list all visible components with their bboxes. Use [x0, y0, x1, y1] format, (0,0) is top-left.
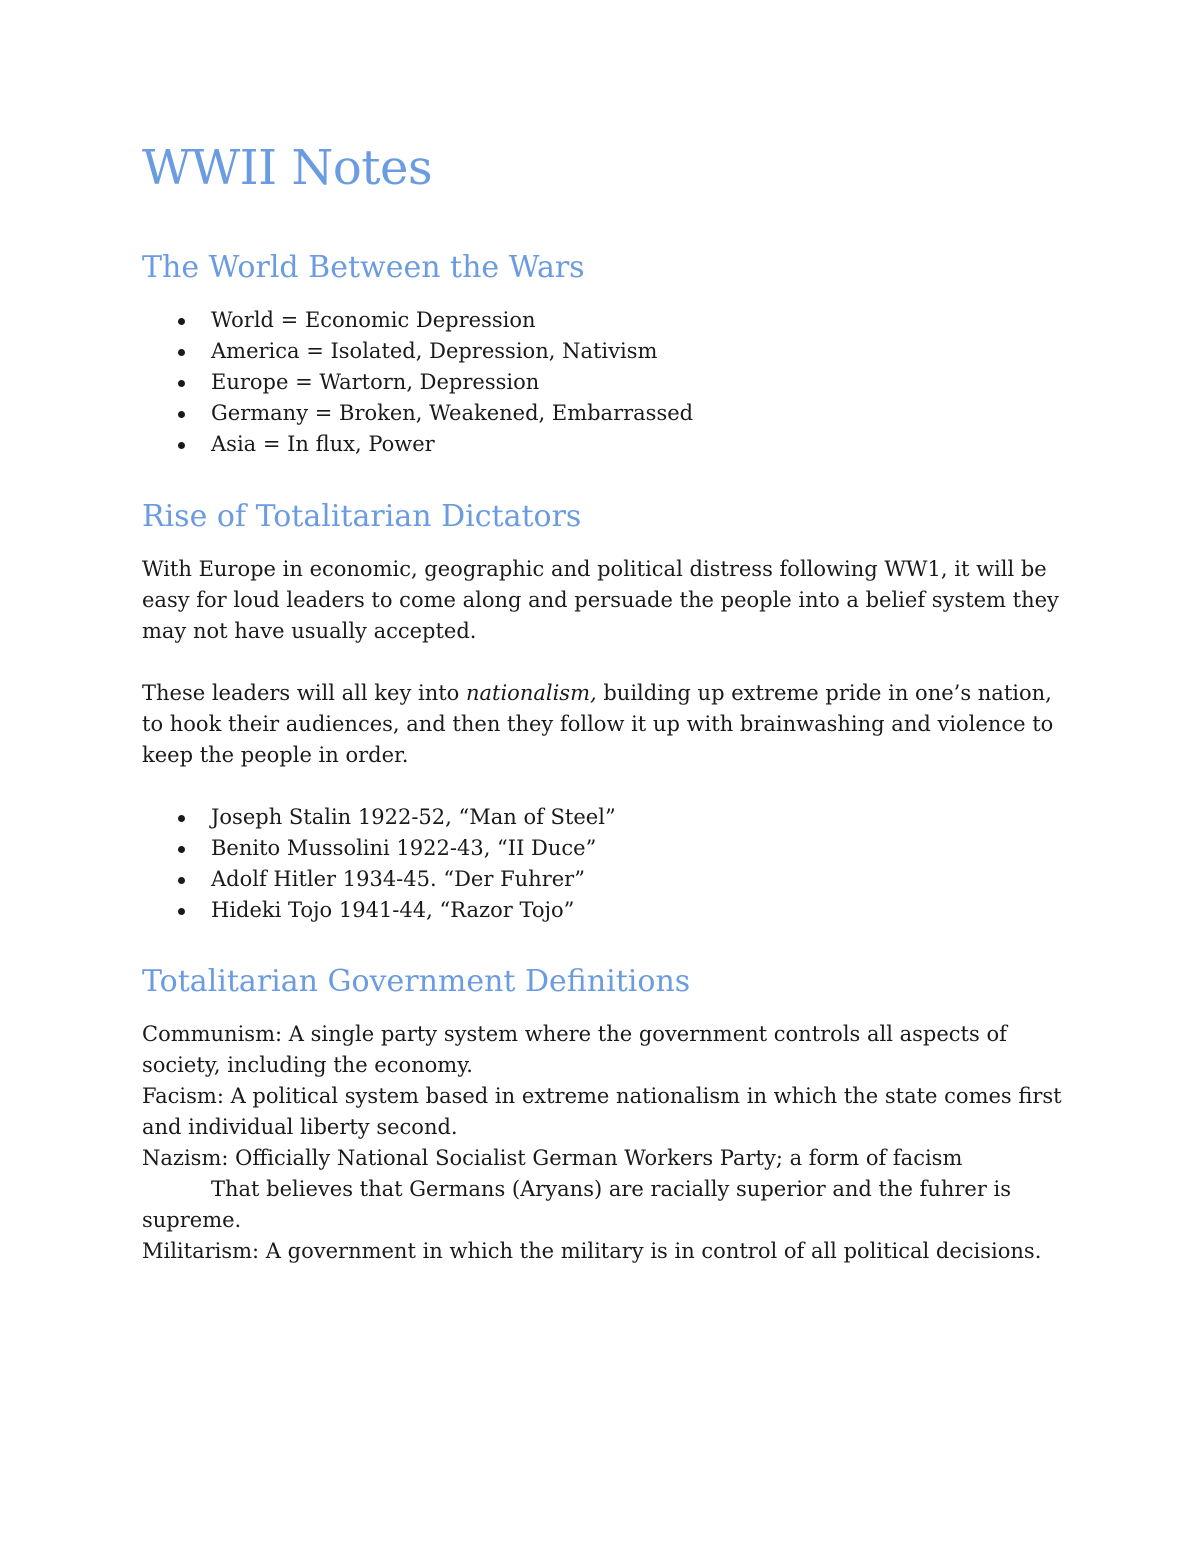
dictators-list [142, 802, 616, 926]
list-item: Adolf Hitler 1934-45. “Der Fuhrer” [142, 864, 616, 895]
bullet-icon [178, 411, 185, 418]
definition-communism: Communism: A single party system where the government controls all aspects of [142, 1022, 1007, 1046]
definitions-block: Communism: A single party system where the government controls all aspects of society, including the economy. Facism: A political system based in extreme nationalism in which the state comes first and individual liberty second. Nazism: Officially National Socialist German Workers Party; a form of facism That believes that Germans (Aryans) are racially superior and the fuhrer is supreme. Militarism: A government in which the military is in control of all political decisions. [142, 1019, 1062, 1267]
bullet-icon [178, 877, 185, 884]
document-title: WWII Notes [142, 140, 433, 196]
bullet-icon [178, 846, 185, 853]
list-item: World = Economic Depression [142, 305, 693, 336]
section-heading-government-definitions: Totalitarian Government Definitions [142, 964, 691, 999]
paragraph-europe-distress: With Europe in economic, geographic and political distress following WW1, it will be easy for loud leaders to come along and persuade the people into a belief system they may not have usually accepted. [142, 557, 1059, 643]
list-item: Germany = Broken, Weakened, Embarrassed [142, 398, 693, 429]
world-between-wars-list [142, 305, 693, 460]
bullet-icon [178, 442, 185, 449]
list-item: Hideki Tojo 1941-44, “Razor Tojo” [142, 895, 616, 926]
bullet-icon [178, 908, 185, 915]
definition-facism: Facism: A political system based in extreme nationalism in which the state comes first [142, 1084, 1062, 1108]
list-item: Benito Mussolini 1922-43, “II Duce” [142, 833, 616, 864]
paragraph-nationalism: These leaders will all key into nationalism, building up extreme pride in one’s nation, to hook their audiences, and then they follow it up with brainwashing and violence to keep the people in order. [142, 681, 1054, 767]
bullet-icon [178, 815, 185, 822]
definition-militarism: Militarism: A government in which the military is in control of all political decisions. [142, 1239, 1042, 1263]
section-heading-totalitarian-dictators: Rise of Totalitarian Dictators [142, 499, 582, 534]
bullet-icon [178, 318, 185, 325]
list-item: Europe = Wartorn, Depression [142, 367, 693, 398]
bullet-icon [178, 380, 185, 387]
section-heading-world-between-wars: The World Between the Wars [142, 250, 585, 285]
list-item: Joseph Stalin 1922-52, “Man of Steel” [142, 802, 616, 833]
list-item: America = Isolated, Depression, Nativism [142, 336, 693, 367]
bullet-icon [178, 349, 185, 356]
emphasis-nationalism: nationalism, [465, 681, 597, 705]
definition-nazism: Nazism: Officially National Socialist German Workers Party; a form of facism [142, 1146, 963, 1170]
list-item: Asia = In flux, Power [142, 429, 693, 460]
